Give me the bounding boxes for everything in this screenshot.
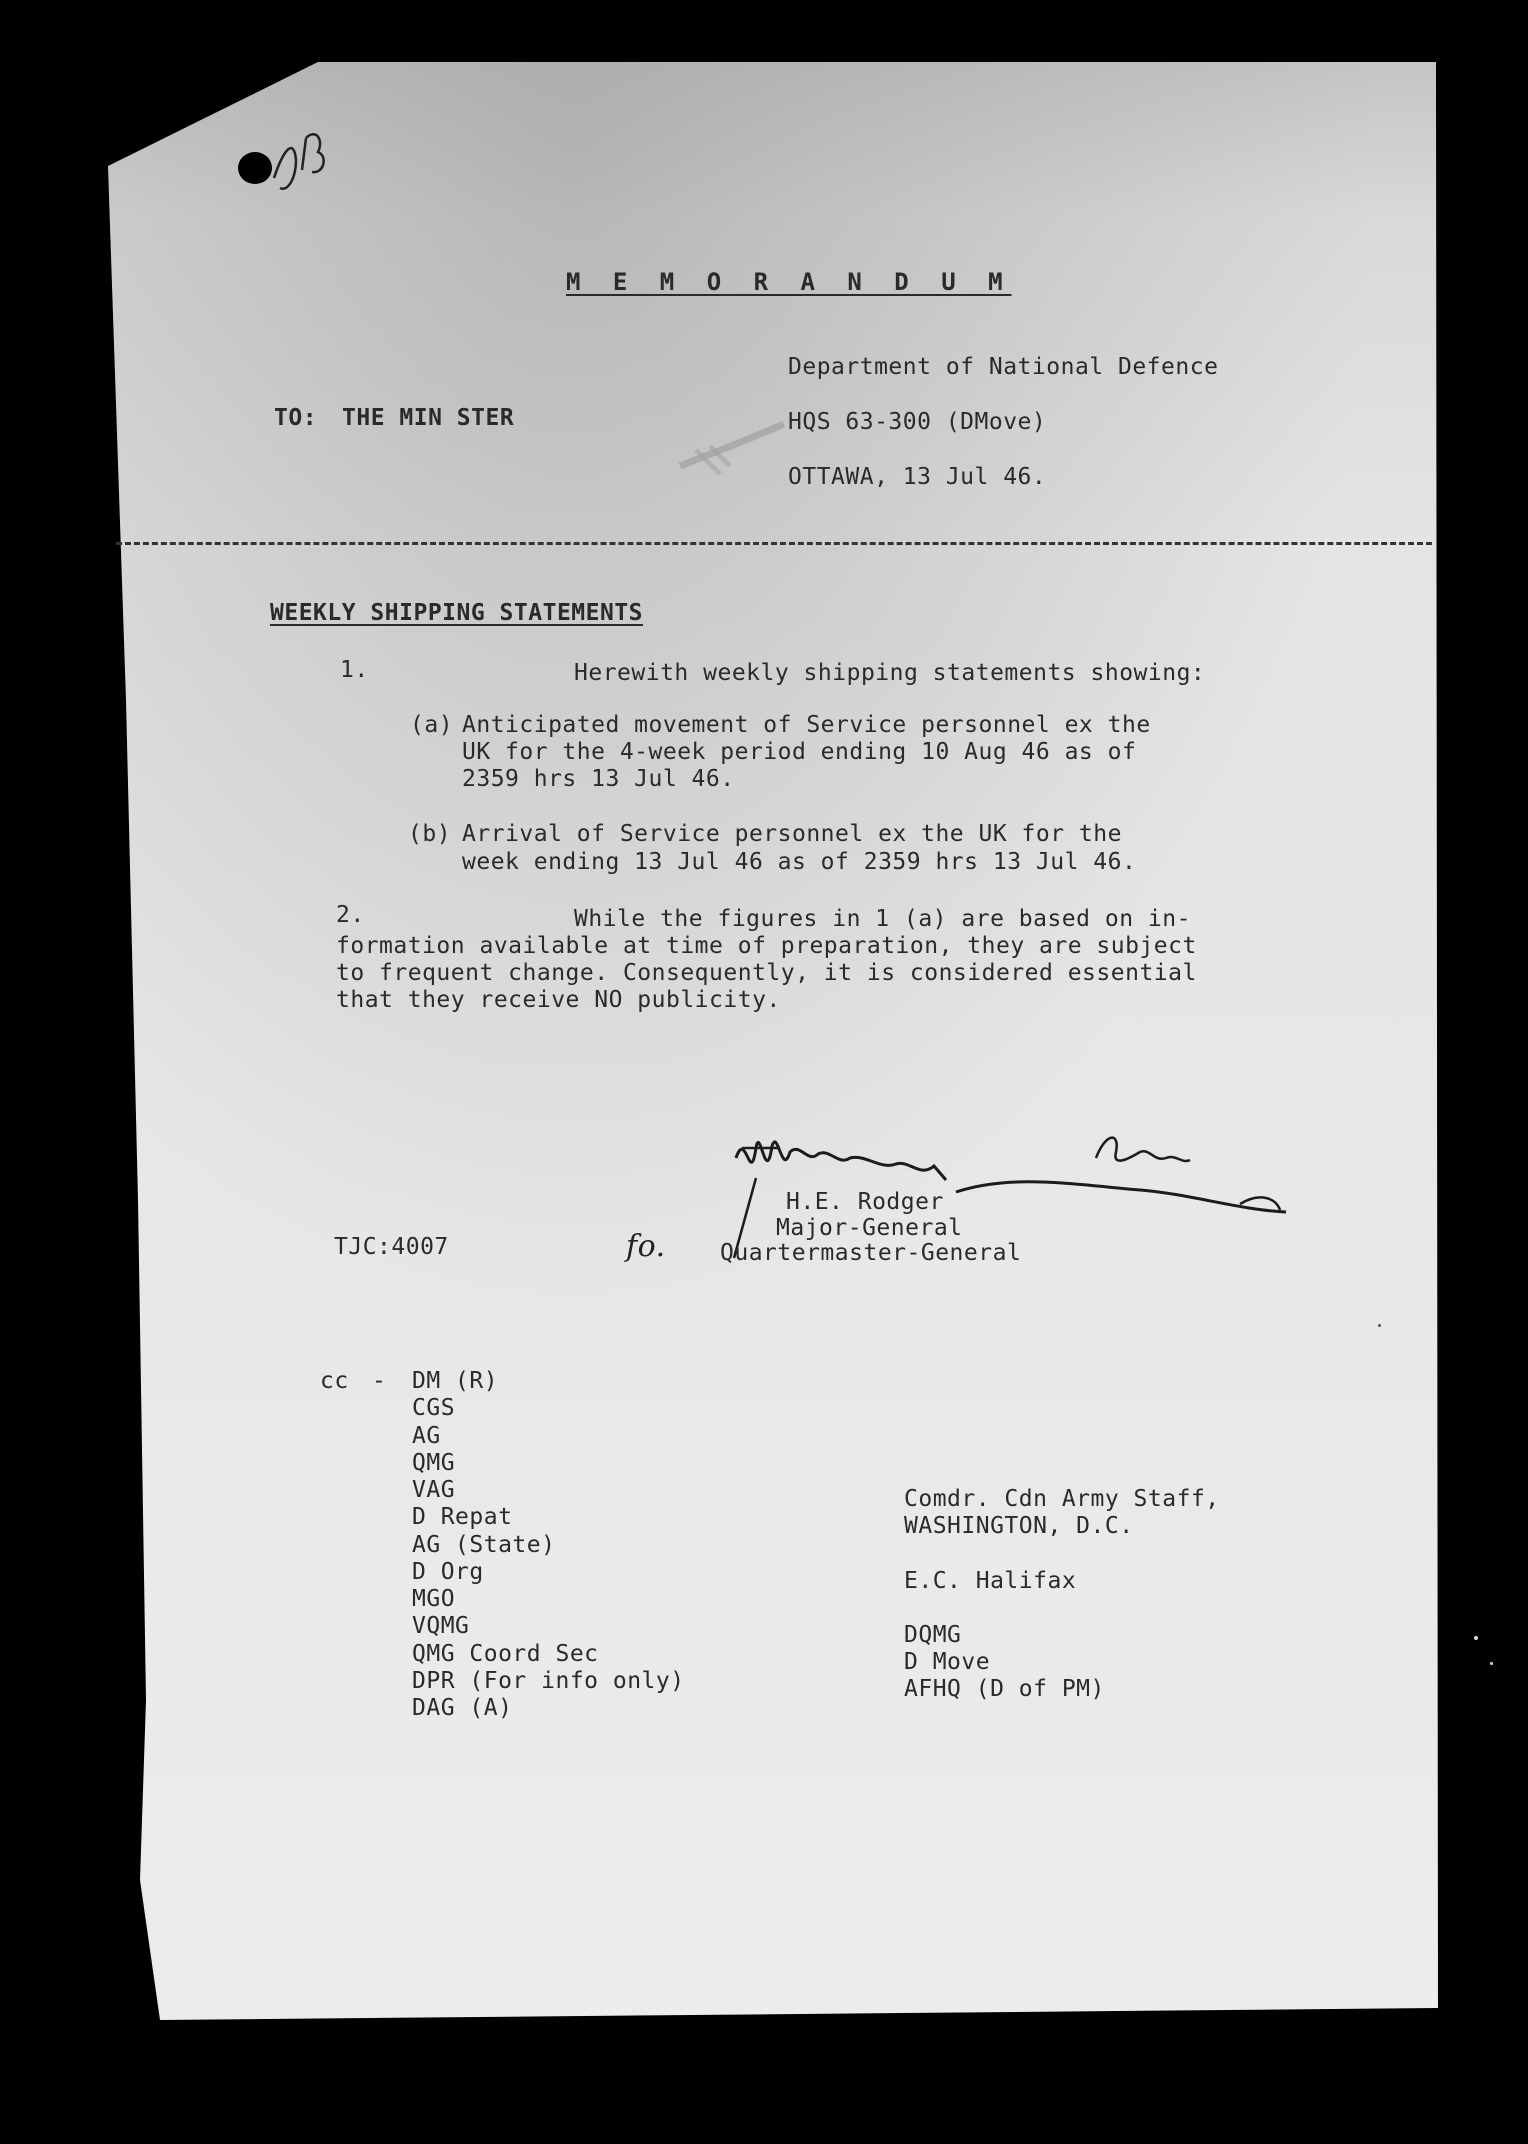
item-a-line: Anticipated movement of Service personnel ex the [462,712,1151,738]
cc-left-item: VAG [412,1477,456,1503]
cc-right-item: D Move [904,1649,991,1675]
para1-intro: Herewith weekly shipping statements showing: [574,660,1206,686]
arrow-stamp-mark [676,416,796,486]
cc-left-item: QMG Coord Sec [412,1641,599,1667]
signatory-name: H.E. Rodger [786,1189,944,1215]
para2-line: that they receive NO publicity. [336,987,781,1013]
cc-left-item: MGO [412,1586,456,1612]
cc-label: cc [320,1368,349,1394]
page-title: M E M O R A N D U M [566,268,1012,296]
recipient: THE MIN STER [342,405,515,431]
item-b-marker: (b) [408,821,452,847]
para2-number: 2. [336,902,365,928]
cc-dash: - [372,1368,387,1394]
signatory-appointment: Quartermaster-General [720,1240,1022,1266]
place-date: OTTAWA, 13 Jul 46. [788,464,1047,490]
cc-left-item: QMG [412,1450,456,1476]
cc-left-item: VQMG [412,1613,470,1639]
cc-right-item: Comdr. Cdn Army Staff, [904,1486,1220,1512]
cc-left-item: DAG (A) [412,1695,513,1721]
cc-left-item: DM (R) [412,1368,499,1394]
cc-right-item: E.C. Halifax [904,1568,1077,1594]
item-b-line: Arrival of Service personnel ex the UK for the [462,821,1122,847]
cc-left-item: AG [412,1423,441,1449]
to-label: TO: [274,405,318,431]
cc-left-item: AG (State) [412,1532,556,1558]
cc-right-item: DQMG [904,1622,962,1648]
item-a-line: 2359 hrs 13 Jul 46. [462,766,735,792]
scan-speck [1474,1636,1478,1640]
para2-line: formation available at time of preparation, they are subject [336,933,1197,959]
item-a-marker: (a) [410,712,454,738]
for-mark: fo. [626,1229,666,1264]
cc-right-item: WASHINGTON, D.C. [904,1513,1134,1539]
cc-left-item: DPR (For info only) [412,1668,685,1694]
signatory-rank: Major-General [776,1215,963,1241]
header-divider [116,542,1432,545]
para2-line: to frequent change. Consequently, it is considered essential [336,960,1197,986]
para2-line: While the figures in 1 (a) are based on in- [574,906,1191,932]
cc-left-item: D Repat [412,1504,513,1530]
page-number [270,112,322,140]
scan-speck [1490,1662,1493,1665]
scan-speck [1378,1324,1381,1327]
item-b-line: week ending 13 Jul 46 as of 2359 hrs 13 Jul 46. [462,849,1137,875]
file-reference: HQS 63-300 (DMove) [788,409,1047,435]
item-a-line: UK for the 4-week period ending 10 Aug 46 as of [462,739,1137,765]
subject-heading: WEEKLY SHIPPING STATEMENTS [270,600,644,626]
cc-right-item: AFHQ (D of PM) [904,1676,1105,1702]
department-name: Department of National Defence [788,354,1219,380]
cc-left-item: CGS [412,1395,456,1421]
reference-code: TJC:4007 [334,1234,449,1260]
para1-number: 1. [340,657,369,683]
cc-left-item: D Org [412,1559,484,1585]
